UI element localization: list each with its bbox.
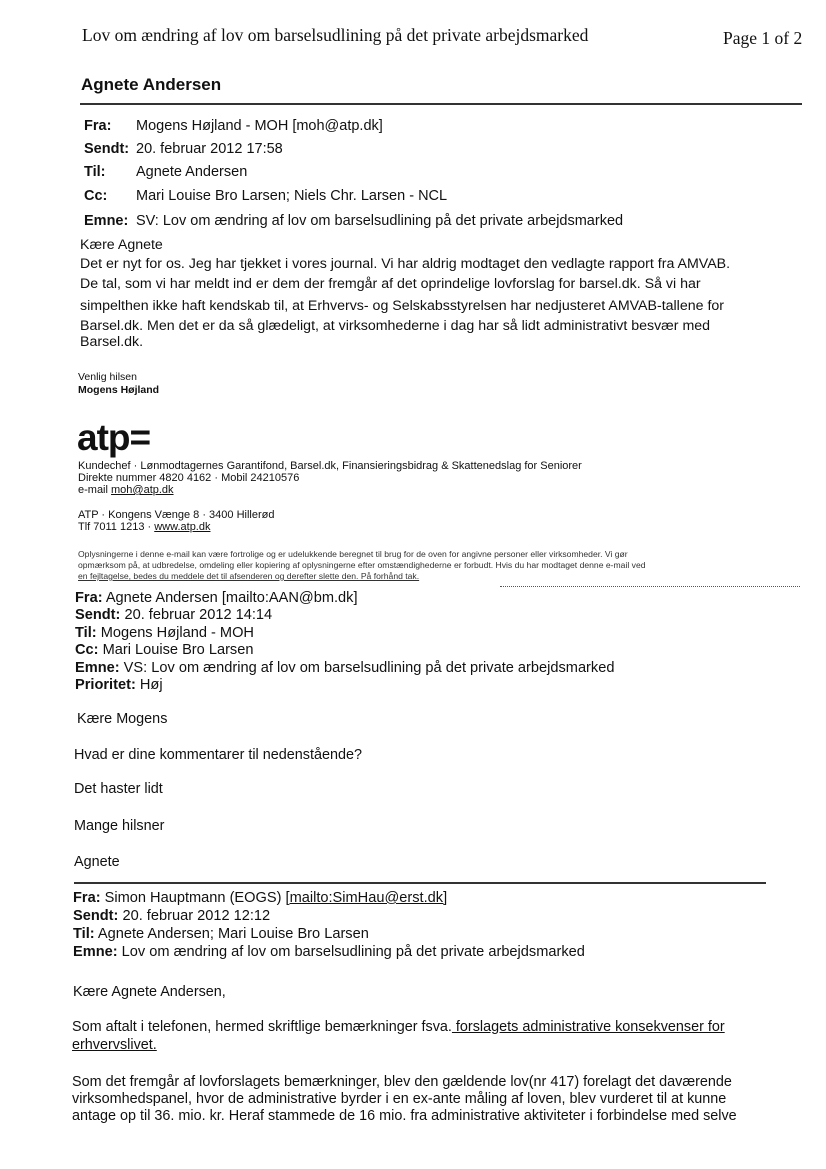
email3-para1-link-cont[interactable]: erhvervslivet.	[72, 1037, 157, 1053]
email1-sent-row: Sendt: 20. februar 2012 17:58	[84, 141, 283, 157]
email3-para2-line: antage op til 36. mio. kr. Heraf stammede de 16 mio. fra administrative aktiviteter i forbindelse med selve	[72, 1108, 737, 1124]
email3-subject-row: Emne: Lov om ændring af lov om barselsudlining på det private arbejdsmarked	[73, 944, 585, 960]
email2-from-row: Fra: Agnete Andersen [mailto:AAN@bm.dk]	[75, 590, 358, 606]
email3-para2-line: Som det fremgår af lovforslagets bemærkninger, blev den gældende lov(nr 417) forelagt det daværende	[72, 1074, 732, 1090]
email3-greeting: Kære Agnete Andersen,	[73, 984, 226, 1000]
email2-from: Agnete Andersen [mailto:AAN@bm.dk]	[105, 590, 358, 606]
email1-cc: Mari Louise Bro Larsen; Niels Chr. Larsen - NCL	[136, 188, 448, 204]
email2-line2: Det haster lidt	[74, 781, 163, 797]
email1-subject-row: Emne: SV: Lov om ændring af lov om barselsudlining på det private arbejdsmarked	[84, 213, 624, 229]
email3-from-mailto-link[interactable]: [mailto:SimHau@erst.dk]	[285, 890, 448, 906]
email2-sent-row: Sendt: 20. februar 2012 14:14	[75, 607, 273, 623]
email1-body-line: Det er nyt for os. Jeg har tjekket i vores journal. Vi har aldrig modtaget den vedlagte rapport fra AMVAB.	[80, 256, 731, 272]
email2-sign: Agnete	[74, 854, 120, 870]
email2-priority: Høj	[139, 677, 163, 693]
email3-subject: Lov om ændring af lov om barselsudlining på det private arbejdsmarked	[121, 944, 585, 960]
email2-cc-row: Cc: Mari Louise Bro Larsen	[75, 642, 254, 658]
sig-web-row: Tlf 7011 1213 · www.atp.dk	[78, 521, 211, 533]
email2-greeting: Kære Mogens	[77, 711, 168, 727]
sig-email-row: e-mail moh@atp.dk	[78, 484, 174, 496]
equals-icon: =	[129, 417, 152, 458]
email2-sent: 20. februar 2012 14:14	[124, 607, 273, 623]
email3-from: Simon Hauptmann (EOGS)	[104, 890, 286, 906]
email1-subject: SV: Lov om ændring af lov om barselsudlining på det private arbejdsmarked	[136, 213, 624, 229]
recipient-name: Agnete Andersen	[81, 75, 222, 94]
email1-sent: 20. februar 2012 17:58	[136, 141, 283, 157]
email1-body-line: Barsel.dk. Men det er da så glædeligt, at virksomhederne i dag har så lidt administrativt besvær med	[80, 318, 711, 334]
email1-from-row: Fra: Mogens Højland - MOH [moh@atp.dk]	[84, 118, 383, 134]
sig-web-link[interactable]: www.atp.dk	[154, 521, 211, 533]
email1-body-line: De tal, som vi har meldt ind er dem der fremgår af det oprindelige lovforslag for barsel.dk. Så vi har	[80, 276, 701, 292]
disclaimer-line: Oplysningerne i denne e-mail kan være fortrolige og er udelukkende beregnet til brug for de oven for angivne personer eller virksomheder. Vi gør	[78, 549, 628, 559]
disclaimer-line: opmærksom på, at udbredelse, omdeling eller kopiering af oplysningerne efter omstændighederne er forbudt. Hvis du har modtaget denne e-mail ved	[78, 560, 646, 570]
header-divider	[80, 103, 802, 105]
email3-sent-row: Sendt: 20. februar 2012 12:12	[73, 908, 271, 924]
email2-line3: Mange hilsner	[74, 818, 165, 834]
email1-cc-row: Cc: Mari Louise Bro Larsen; Niels Chr. Larsen - NCL	[84, 188, 448, 204]
document-title: Lov om ændring af lov om barselsudlining på det private arbejdsmarked	[82, 25, 589, 45]
atp-logo: atp=	[77, 417, 152, 458]
email3-para2-line: virksomhedspanel, hvor de administrative byrder i en ex-ante måling af loven, blev vurderet til at kunne	[72, 1091, 727, 1107]
signature-name: Mogens Højland	[78, 384, 160, 396]
email3-para1-link[interactable]: forslagets administrative konsekvenser for	[451, 1019, 725, 1035]
email3-para1-line1: Som aftalt i telefonen, hermed skriftlige bemærkninger fsva. forslagets administrative konsekvenser for	[72, 1019, 725, 1035]
email3-to-row: Til: Agnete Andersen; Mari Louise Bro Larsen	[73, 926, 369, 942]
email2-subject-row: Emne: VS: Lov om ændring af lov om barselsudlining på det private arbejdsmarked	[75, 660, 615, 676]
disclaimer-divider	[500, 586, 800, 587]
email2-to: Mogens Højland - MOH	[100, 625, 254, 641]
email3-para1-line2	[72, 1037, 157, 1053]
email2-line1: Hvad er dine kommentarer til nedenstående?	[74, 747, 362, 763]
email2-to-row: Til: Mogens Højland - MOH	[75, 625, 254, 641]
email2-subject: VS: Lov om ændring af lov om barselsudlining på det private arbejdsmarked	[123, 660, 615, 676]
email1-greeting: Kære Agnete	[80, 237, 163, 253]
sig-title: Kundechef · Lønmodtagernes Garantifond, Barsel.dk, Finansieringsbidrag & Skattenedslag for Seniorer	[78, 460, 582, 472]
email1-to-row: Til: Agnete Andersen	[84, 164, 248, 180]
email3-sent: 20. februar 2012 12:12	[122, 908, 271, 924]
disclaimer-line: en fejltagelse, bedes du meddele det til afsenderen og derefter slette den. På forhånd tak.	[78, 571, 420, 581]
email2-priority-row: Prioritet: Høj	[75, 677, 163, 693]
email1-body-line: simpelthen ikke haft kendskab til, at Erhvervs- og Selskabsstyrelsen har nedjusteret AMVAB-tallene for	[80, 298, 724, 314]
sig-email-link[interactable]: moh@atp.dk	[111, 484, 174, 496]
email3-from-row: Fra: Simon Hauptmann (EOGS) [mailto:SimHau@erst.dk]	[73, 890, 448, 906]
sig-phone: Direkte nummer 4820 4162 · Mobil 24210576	[78, 472, 300, 484]
email3-to: Agnete Andersen; Mari Louise Bro Larsen	[97, 926, 369, 942]
sig-address: ATP · Kongens Vænge 8 · 3400 Hillerød	[78, 509, 275, 521]
closing: Venlig hilsen	[78, 371, 137, 383]
email1-body-line: Barsel.dk.	[80, 334, 144, 350]
email1-from: Mogens Højland - MOH [moh@atp.dk]	[136, 118, 383, 134]
email3-divider	[74, 882, 766, 884]
email1-to: Agnete Andersen	[136, 164, 248, 180]
page-number: Page 1 of 2	[723, 28, 803, 48]
email2-cc: Mari Louise Bro Larsen	[102, 642, 254, 658]
